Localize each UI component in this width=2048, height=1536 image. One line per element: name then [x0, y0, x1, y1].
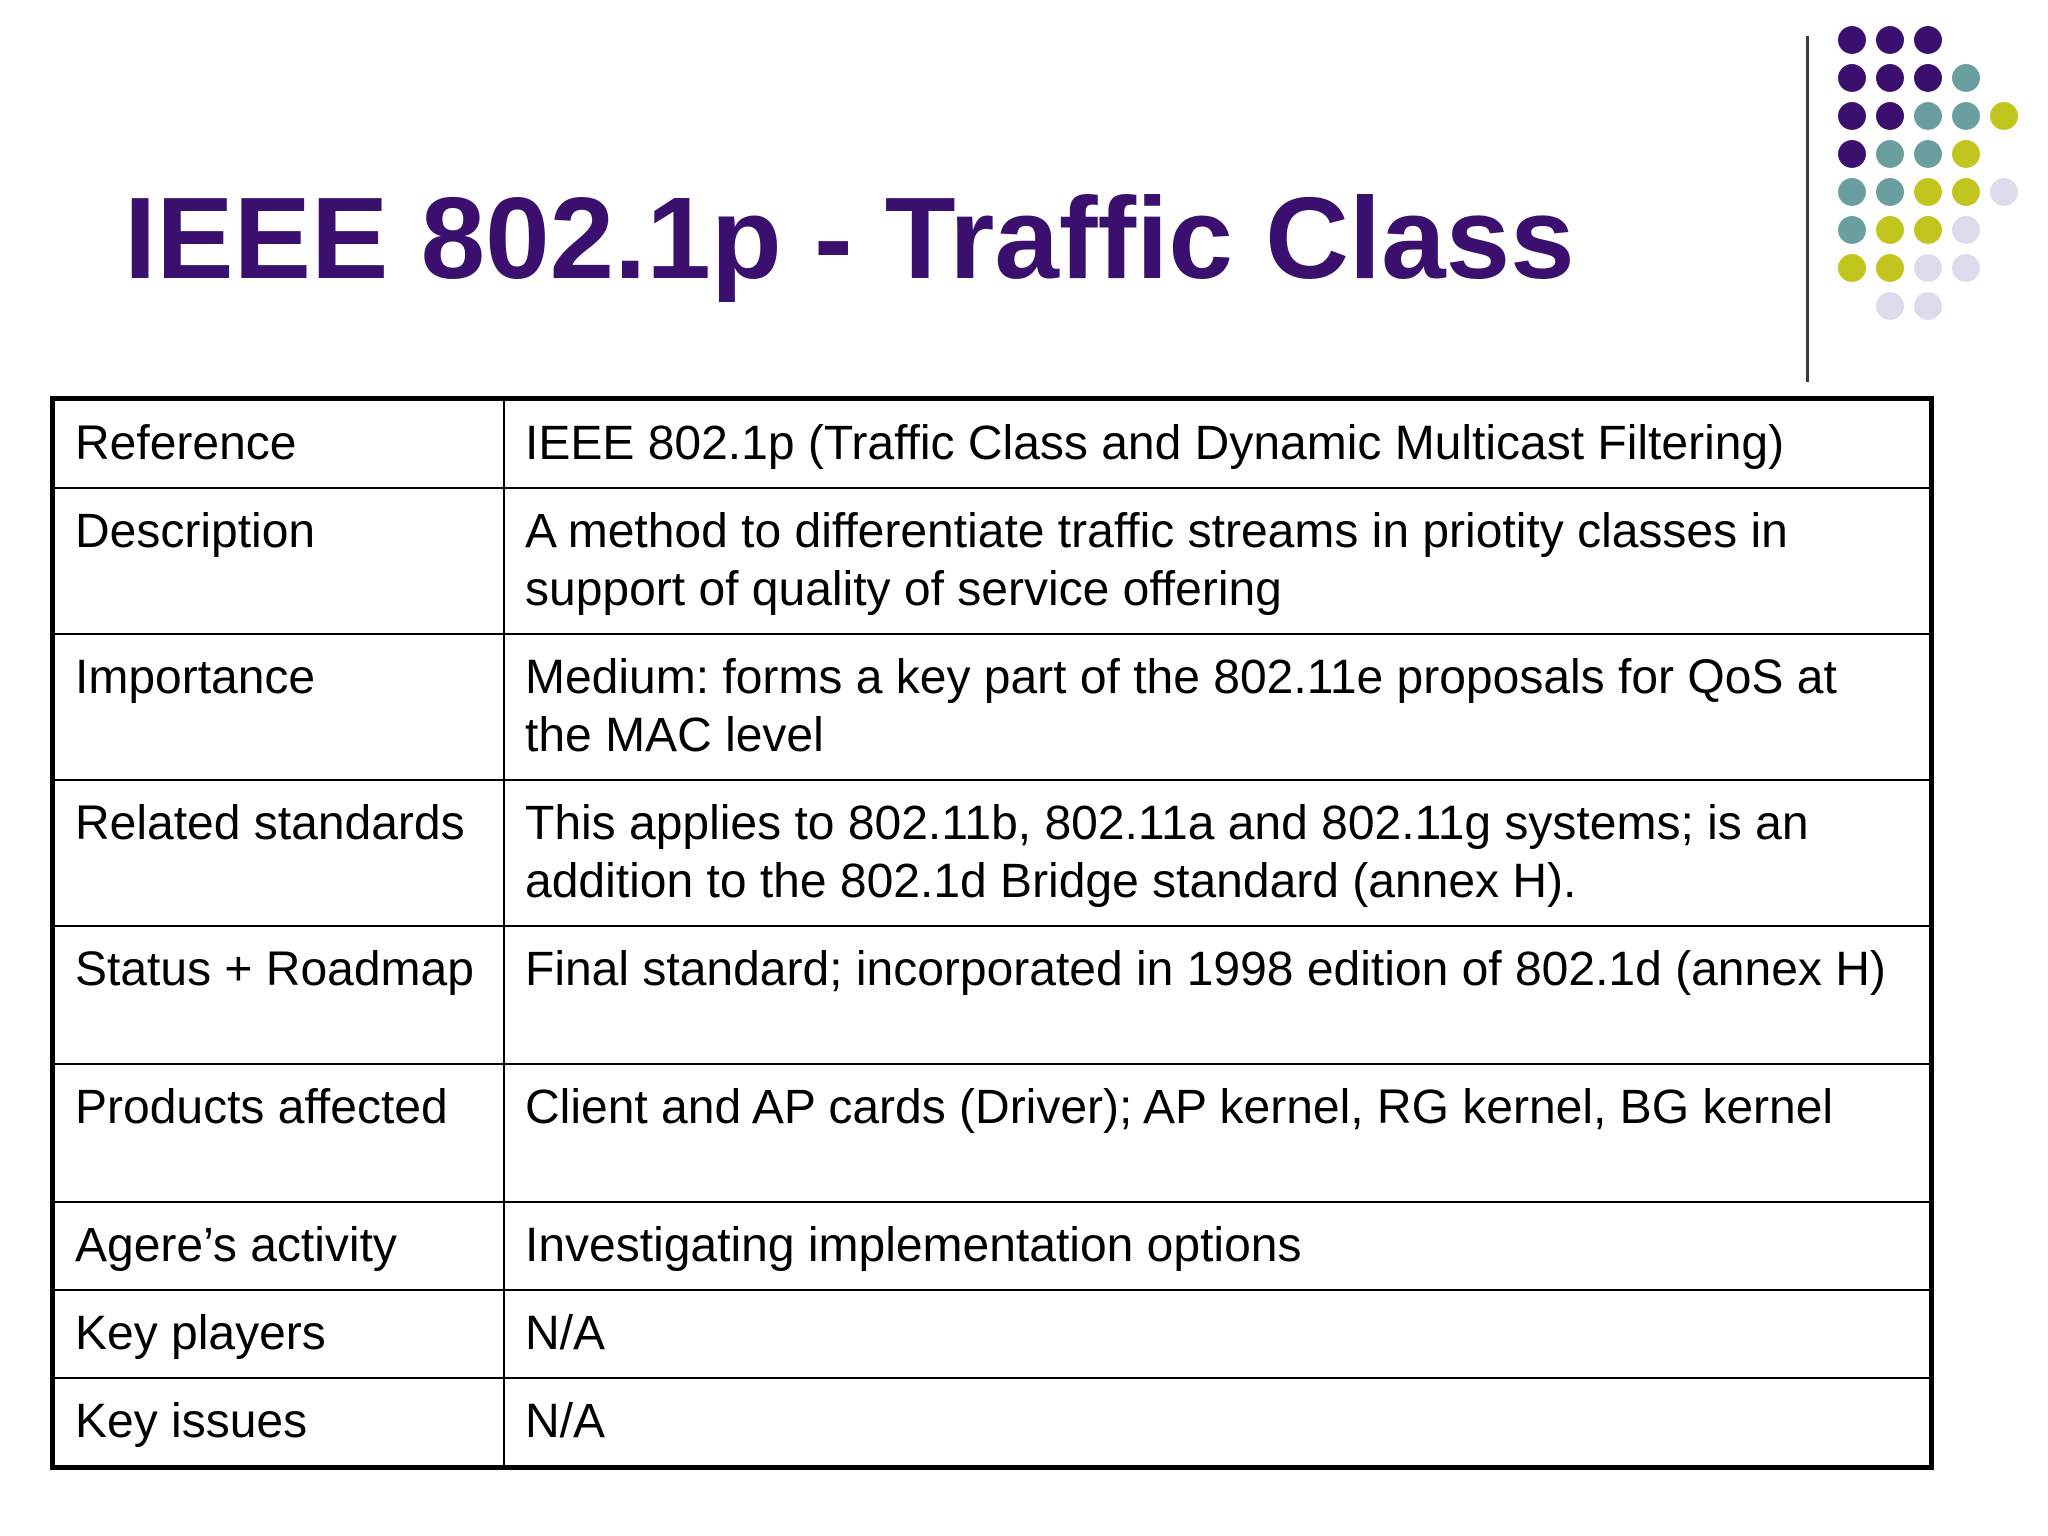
dot-purple — [1914, 64, 1942, 92]
dot-teal — [1838, 178, 1866, 206]
dot-lavender — [1952, 254, 1980, 282]
dot-teal — [1876, 140, 1904, 168]
dot-lavender — [1990, 178, 2018, 206]
table-row-related-standards — [53, 780, 1932, 926]
dot-lime — [1838, 254, 1866, 282]
table-row-reference — [53, 399, 1932, 489]
dot-purple — [1838, 140, 1866, 168]
dot-teal — [1876, 178, 1904, 206]
row-label: Products affected — [53, 1064, 505, 1202]
row-label: Related standards — [53, 780, 505, 926]
row-value: N/A — [504, 1290, 1932, 1378]
row-value: A method to differentiate traffic streams in priotity classes in support of quality of service offering — [504, 488, 1932, 634]
dot-lime — [1876, 254, 1904, 282]
row-label: Key issues — [53, 1378, 505, 1468]
dot-lime — [1914, 216, 1942, 244]
decorative-dot-grid — [1838, 26, 2038, 346]
row-value: Final standard; incorporated in 1998 edition of 802.1d (annex H) — [504, 926, 1932, 1064]
dot-lavender — [1952, 216, 1980, 244]
standard-info-table — [50, 396, 1934, 1470]
row-label: Importance — [53, 634, 505, 780]
slide-title: IEEE 802.1p - Traffic Class — [124, 173, 1575, 303]
row-label: Reference — [53, 399, 505, 489]
dot-purple — [1876, 102, 1904, 130]
dot-lime — [1876, 216, 1904, 244]
table-row-status-roadmap — [53, 926, 1932, 1064]
row-label: Key players — [53, 1290, 505, 1378]
dot-purple — [1838, 64, 1866, 92]
table-row-agere-activity — [53, 1202, 1932, 1290]
dot-teal — [1914, 140, 1942, 168]
table-row-key-players — [53, 1290, 1932, 1378]
dot-lime — [1952, 140, 1980, 168]
row-value: N/A — [504, 1378, 1932, 1468]
row-label: Description — [53, 488, 505, 634]
table-row-key-issues — [53, 1378, 1932, 1468]
table-row-description — [53, 488, 1932, 634]
row-value: IEEE 802.1p (Traffic Class and Dynamic Multicast Filtering) — [504, 399, 1932, 489]
dot-lavender — [1914, 254, 1942, 282]
dot-lime — [1952, 178, 1980, 206]
dot-lavender — [1914, 292, 1942, 320]
row-label: Status + Roadmap — [53, 926, 505, 1064]
dot-teal — [1952, 102, 1980, 130]
dot-lavender — [1876, 292, 1904, 320]
table-row-products-affected — [53, 1064, 1932, 1202]
dot-teal — [1914, 102, 1942, 130]
dot-teal — [1838, 216, 1866, 244]
row-value: Investigating implementation options — [504, 1202, 1932, 1290]
dot-purple — [1838, 102, 1866, 130]
dot-lime — [1990, 102, 2018, 130]
dot-purple — [1876, 64, 1904, 92]
row-value: Client and AP cards (Driver); AP kernel, RG kernel, BG kernel — [504, 1064, 1932, 1202]
table-row-importance — [53, 634, 1932, 780]
row-value: Medium: forms a key part of the 802.11e proposals for QoS at the MAC level — [504, 634, 1932, 780]
dot-purple — [1876, 26, 1904, 54]
dot-purple — [1914, 26, 1942, 54]
row-value: This applies to 802.11b, 802.11a and 802.11g systems; is an addition to the 802.1d Bridge standard (annex H). — [504, 780, 1932, 926]
dot-purple — [1838, 26, 1866, 54]
dot-teal — [1952, 64, 1980, 92]
dot-lime — [1914, 178, 1942, 206]
title-divider-line — [1806, 36, 1809, 382]
row-label: Agere’s activity — [53, 1202, 505, 1290]
